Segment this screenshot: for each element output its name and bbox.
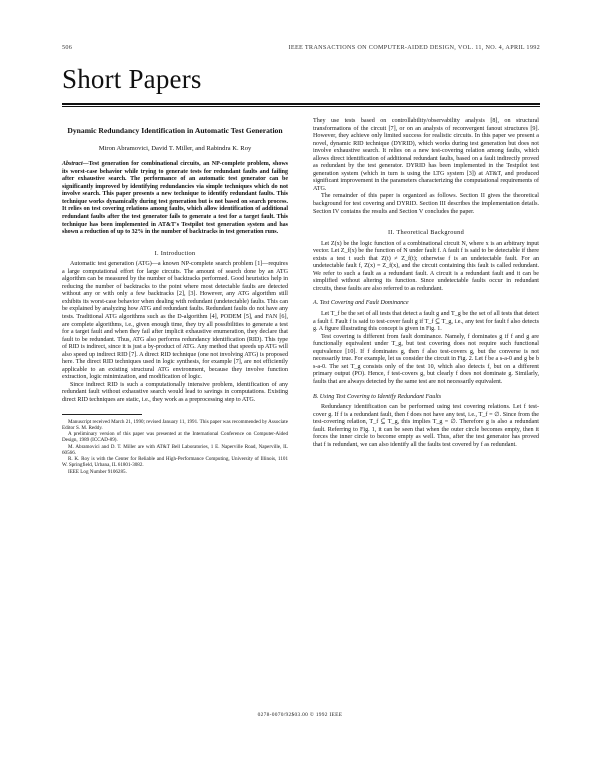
footnote-log-number: IEEE Log Number 9106285.: [68, 468, 127, 475]
subsection-a-paragraph-2: Test covering is different from fault dominance. Namely, f dominates g if f and g are functionally equivalent under T_g, but test covering does not require such functional equivalence [10]. If f dominates g, then f also test-covers g, but the converse is not necessarily true. For example, let us consider the circuit in Fig. 2. Let f be a s-a-0 and g be b s-a-0. The set T_g consists only of the test 10, which also detects f, but on a different primary output (PO). Hence, f test-covers g, but clearly f does not dominate g. Similarly, faults that are always detected by the same test are not necessarily equivalent.: [313, 333, 539, 385]
intro-paragraph-1: Automatic test generation (ATG)—a known NP-complete search problem [1]—requires a large computational effort for large circuits. The amount of search done by an ATG algorithm can be measured by the number of backtracks performed. Good heuristics help in reducing the number of backtracks to the point where most detectable faults are detected without any or with only a few backtracks [2], [3]. However, any ATG algorithm still exhibits its worst-case behavior when dealing with redundant (undetectable) faults. This can be explained by analyzing how ATG and redundant faults. Redundant faults do not have any tests. Traditional ATG algorithms such as the D-algorithm [4], PODEM [5], and FAN [6], are complete algorithms, i.e., given enough time, they try all possibilities to generate a test for a target fault and when they fail after implicit exhaustive enumeration, they declare that fault to be redundant. Thus, ATG also performs redundancy identification (RID). This type of RID is indirect, since it is just a by-product of ATG. Any method that speeds up ATG will also speed up indirect RID [7]. A direct RID technique (one not involving ATG) is proposed here. The direct RID techniques used in logic synthesis, for example [7], are not efficiently applicable to an existing structural ATG environment, because they involve function extraction, logic minimization, and modification of logic.: [62, 261, 288, 381]
subsection-b-paragraph: Redundancy identification can be performed using test covering relations. Let f test-cover g. If f is a redundant fault, then f does not have any test, i.e., T_f = ∅. Since from the test-covering relation, T_f ⊆ T_g, this implies T_g = ∅. Therefore g is also a redundant fault. Referring to Fig. 1, it can be seen that when the outer circle becomes empty, then it forces the inner circle to become empty as well. Thus, after the test generator has proved that f is redundant, we can also identify all the faults test covered by f as redundant.: [313, 404, 539, 448]
paper-title: Dynamic Redundancy Identification in Automatic Test Generation: [67, 126, 283, 135]
introduction-heading: I. Introduction: [154, 249, 196, 257]
footnote-affiliation-1: M. Abramovici and D. T. Miller are with AT&T Bell Laboratories, 1 E. Naperville Road, Naperville, IL 60566.: [62, 443, 288, 456]
paper-authors: Miron Abramovici, David T. Miller, and Rabindra K. Roy: [98, 144, 252, 152]
section-title: Short Papers: [62, 64, 202, 94]
theory-heading: II. Theoretical Background: [387, 229, 465, 237]
footnote-affiliation-2: R. K. Roy is with the Center for Reliable and High-Performance Computing, University of Illinois, 1101 W. Springfield, Urbana, IL 61801-3082.: [62, 456, 288, 469]
theory-paragraph: Let Z(x) be the logic function of a combinational circuit N, where x is an arbitrary input vector. Let Z_f(x) be the function of N under fault f. A fault f is said to be detectable if there exists a test t such that Z(t) ≠ Z_f(t); otherwise f is an undetectable fault. For an undetectable fault f, Z(x) = Z_f(x), and the circuit containing this fault is called redundant. We refer to such a fault as a redundant fault. A circuit is a redundant fault and it can be simplified without altering its function. Since undetectable faults occur in redundant circuits, these faults are also referred to as redundant.: [313, 240, 539, 292]
subsection-a-paragraph-1: Let T_f be the set of all tests that detect a fault g and T_g be the set of all tests that detect a fault f. Fault f is said to test-cover fault g if T_f ⊆ T_g, i.e., any test for fault f also detects g. A figure illustrating this concept is given in Fig. 1.: [313, 311, 539, 333]
subsection-a-heading: A. Test Covering and Fault Dominance: [313, 300, 409, 307]
title-rule-thin: [62, 106, 540, 107]
footnote-rule: [62, 414, 142, 415]
intro-continued-paragraph: They use tests based on controllability/observability analysis [8], on structural transformations of the circuit [7], or on an analysis of reconvergent fanout structures [9]. However, they achieve only limited success for realistic circuits. In this paper we present a novel, dynamic RID technique (DYRID), which works during test generation but does not involve exhaustive search. It relies on a new test-covering relation among faults, which allows direct identification of additional redundant faults, based on a fault indirectly proved as redundant by the test generator. DYRID has been implemented in the Testpilot test generation system (which in turn is using the LTG system [3]) at AT&T, and produced significant improvement in the parameters characterizing the computational requirements of ATG.: [313, 118, 539, 192]
footnote-manuscript: Manuscript received March 21, 1990; revised January 11, 1991. This paper was recommended by Associate Editor S. M. Reddy.: [62, 418, 288, 431]
abstract-lead: Abstract—: [62, 161, 89, 168]
organization-paragraph: The remainder of this paper is organized as follows. Section II gives the theoretical background for test covering and DYRID. Section III describes the implementation details. Section IV contains the results and Section V concludes the paper.: [313, 193, 539, 215]
page-number: 506: [62, 44, 73, 51]
title-rule-thick: [62, 103, 540, 105]
subsection-b-heading: B. Using Test Covering to Identify Redundant Faults: [313, 393, 442, 400]
abstract: [62, 161, 288, 236]
abstract-text: Test generation for combinational circuits, an NP-complete problem, shows its worst-case behavior while trying to generate tests for redundant faults and failing after exhaustive search. The performance of an automatic test generator can be significantly improved by identifying redundancies via simple techniques which do not involve search. This paper presents a new technique to identify redundant faults. This technique works dynamically during test generation but is not based on search process. It relies on test covering relations among faults, which allow identification of additional redundant faults after the test generator fails to generate a test for a target fault. This technique has been implemented in AT&T's Testpilot test generation system and has shown a reduction of up to 32% in the number of backtracks in test generation runs.: [62, 161, 288, 236]
left-column: [62, 118, 288, 475]
footnote-preliminary: A preliminary version of this paper was presented at the International Conference on Computer-Aided Design, 1989 (ICCAD-89).: [62, 431, 288, 444]
copyright-line: 0278-0070/92$03.00 © 1992 IEEE: [257, 712, 343, 718]
intro-paragraph-2: Since indirect RID is such a computationally intensive problem, identification of any redundant fault without exhaustive search would lead to savings in computations. Existing direct RID techniques are static, i.e., they work as a preprocessing step to ATG.: [62, 381, 288, 403]
journal-header: IEEE TRANSACTIONS ON COMPUTER-AIDED DESIGN, VOL. 11, NO. 4, APRIL 1992: [288, 44, 540, 51]
right-column: [313, 118, 539, 449]
footnotes: [62, 419, 288, 475]
